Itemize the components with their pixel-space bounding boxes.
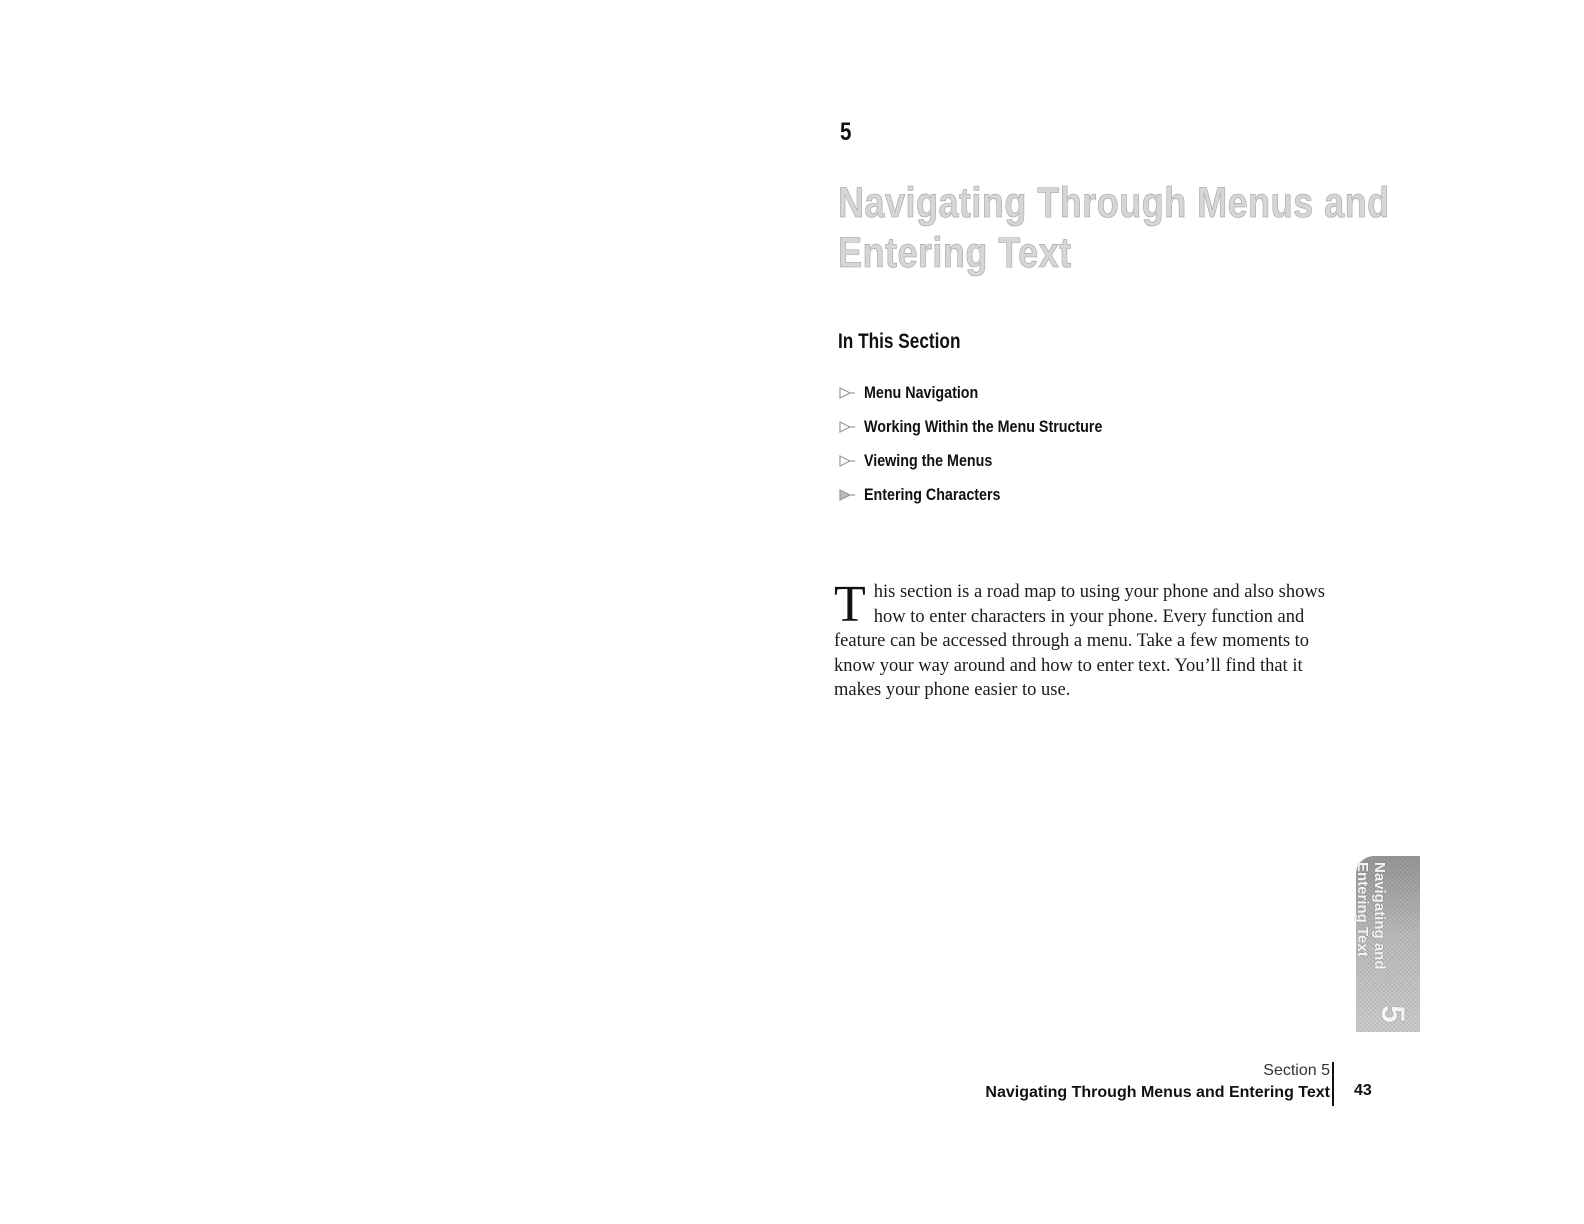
toc-label: Viewing the Menus xyxy=(864,451,993,470)
thumb-tab-number: 5 xyxy=(1374,1005,1411,1023)
drop-cap: T xyxy=(834,576,866,633)
toc-item-viewing-menus xyxy=(838,444,1148,478)
thumb-tab-line-2: Entering Text xyxy=(1354,862,1371,957)
toc-item-menu-structure xyxy=(838,410,1148,444)
footer-chapter-title: Navigating Through Menus and Entering Text xyxy=(985,1084,1330,1101)
arrow-bullet-icon xyxy=(838,454,856,468)
chapter-title xyxy=(838,178,1390,278)
toc-label: Working Within the Menu Structure xyxy=(864,417,1103,436)
section-contents-list xyxy=(838,376,1148,512)
toc-label: Entering Characters xyxy=(864,485,1001,504)
thumb-tab-line-1: Navigating and xyxy=(1371,862,1388,970)
footer-divider xyxy=(1332,1062,1334,1106)
in-this-section-heading: In This Section xyxy=(838,330,961,353)
chapter-title-line-1: Navigating Through Menus and xyxy=(838,179,1390,227)
intro-text: his section is a road map to using your phone and also shows how to enter characters in your phone. Every function and feature can be accessed through a menu. Take a few moments to know your way around and how to enter text. You’ll find that it makes your phone easier to use. xyxy=(834,582,1325,700)
toc-label: Menu Navigation xyxy=(864,383,979,402)
chapter-number: 5 xyxy=(840,118,852,146)
page-footer xyxy=(792,1060,1584,1108)
section-thumb-tab xyxy=(1356,856,1420,1032)
arrow-bullet-icon xyxy=(838,420,856,434)
running-footer xyxy=(985,1060,1330,1104)
toc-item-menu-navigation xyxy=(838,376,1148,410)
footer-section-label: Section 5 xyxy=(1263,1062,1330,1079)
page-number: 43 xyxy=(1354,1082,1372,1099)
arrow-bullet-icon xyxy=(838,386,856,400)
toc-item-entering-characters xyxy=(838,478,1148,512)
arrow-bullet-icon xyxy=(838,488,856,502)
thumb-tab-label xyxy=(1354,862,1388,972)
right-page xyxy=(792,0,1584,1224)
chapter-title-line-2: Entering Text xyxy=(838,229,1072,277)
intro-paragraph xyxy=(834,576,1334,703)
